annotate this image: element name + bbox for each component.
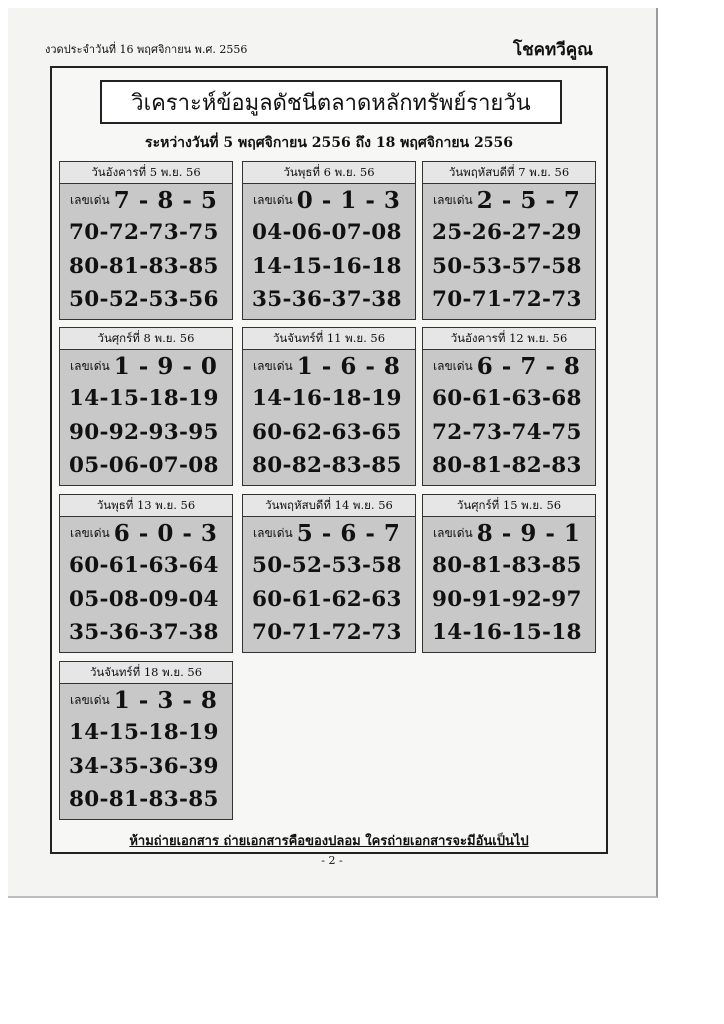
number-set: 70-71-72-73: [432, 287, 582, 312]
number-set: 72-73-74-75: [432, 419, 582, 445]
hot-number-row: [423, 184, 595, 216]
hot-number-value: 8 - 9 - 1: [476, 519, 581, 547]
day-card: [242, 494, 416, 653]
number-set: 14-16-15-18: [432, 620, 582, 645]
card-day-label: วันจันทร์ที่ 11 พ.ย. 56: [243, 328, 415, 350]
number-set: 80-81-82-83: [432, 453, 582, 478]
number-set: 35-36-37-38: [252, 287, 402, 312]
number-set: 14-15-18-19: [69, 720, 219, 745]
number-set: 14-15-16-18: [252, 253, 402, 279]
hot-number-label: เลขเด่น: [253, 192, 293, 207]
number-set: 05-08-09-04: [69, 586, 219, 612]
day-card: [242, 327, 416, 486]
hot-number-row: [243, 517, 415, 549]
day-card: [59, 327, 233, 486]
number-set: 35-36-37-38: [69, 620, 219, 645]
day-card: [422, 161, 596, 320]
hot-number-label: เลขเด่น: [433, 525, 473, 540]
copy-warning: ห้ามถ่ายเอกสาร ถ่ายเอกสารคือของปลอม ใครถ่ายเอกสารจะมีอันเป็นไป: [129, 834, 529, 849]
hot-number-row: [60, 517, 232, 549]
number-set: 80-82-83-85: [252, 453, 402, 478]
hot-number-value: 1 - 9 - 0: [113, 352, 218, 380]
hot-number-value: 7 - 8 - 5: [113, 186, 218, 214]
number-set: 14-16-18-19: [252, 386, 402, 411]
brand-name: โชคทวีคูณ: [513, 40, 593, 60]
day-card: [422, 327, 596, 486]
number-set: 60-61-62-63: [252, 586, 402, 612]
issue-date: งวดประจำวันที่ 16 พฤศจิกายน พ.ศ. 2556: [45, 43, 248, 56]
hot-number-value: 0 - 1 - 3: [296, 186, 401, 214]
number-set: 60-62-63-65: [252, 419, 402, 445]
hot-number-row: [60, 684, 232, 716]
hot-number-label: เลขเด่น: [70, 525, 110, 540]
hot-number-label: เลขเด่น: [253, 525, 293, 540]
card-day-label: วันพุธที่ 13 พ.ย. 56: [60, 495, 232, 517]
card-day-label: วันศุกร์ที่ 15 พ.ย. 56: [423, 495, 595, 517]
number-set: 80-81-83-85: [432, 553, 582, 578]
card-day-label: วันจันทร์ที่ 18 พ.ย. 56: [60, 662, 232, 684]
day-card: [242, 161, 416, 320]
card-day-label: วันศุกร์ที่ 8 พ.ย. 56: [60, 328, 232, 350]
day-card: [59, 494, 233, 653]
card-day-label: วันอังคารที่ 5 พ.ย. 56: [60, 162, 232, 184]
number-set: 50-52-53-56: [69, 287, 219, 312]
number-set: 80-81-83-85: [69, 787, 219, 812]
card-day-label: วันพุธที่ 6 พ.ย. 56: [243, 162, 415, 184]
page-number: - 2 -: [321, 854, 343, 867]
hot-number-value: 2 - 5 - 7: [476, 186, 581, 214]
number-set: 05-06-07-08: [69, 453, 219, 478]
hot-number-row: [243, 350, 415, 382]
day-card: [422, 494, 596, 653]
number-set: 25-26-27-29: [432, 220, 582, 245]
hot-number-label: เลขเด่น: [253, 358, 293, 373]
number-set: 50-53-57-58: [432, 253, 582, 279]
page-title: วิเคราะห์ข้อมูลดัชนีตลาดหลักทรัพย์รายวัน: [100, 80, 562, 124]
number-set: 70-72-73-75: [69, 220, 219, 245]
number-set: 50-52-53-58: [252, 553, 402, 578]
document-page: [8, 8, 658, 898]
hot-number-value: 1 - 6 - 8: [296, 352, 401, 380]
hot-number-row: [423, 517, 595, 549]
hot-number-value: 1 - 3 - 8: [113, 686, 218, 714]
hot-number-value: 5 - 6 - 7: [296, 519, 401, 547]
card-day-label: วันพฤหัสบดีที่ 7 พ.ย. 56: [423, 162, 595, 184]
day-card: [59, 161, 233, 320]
day-card: [59, 661, 233, 820]
card-day-label: วันอังคารที่ 12 พ.ย. 56: [423, 328, 595, 350]
hot-number-label: เลขเด่น: [433, 358, 473, 373]
hot-number-row: [60, 184, 232, 216]
number-set: 80-81-83-85: [69, 253, 219, 279]
content-frame: [50, 66, 608, 854]
hot-number-value: 6 - 7 - 8: [476, 352, 581, 380]
hot-number-row: [423, 350, 595, 382]
number-set: 14-15-18-19: [69, 386, 219, 411]
date-range: ระหว่างวันที่ 5 พฤศจิกายน 2556 ถึง 18 พฤศจิกายน 2556: [145, 135, 513, 151]
hot-number-row: [60, 350, 232, 382]
hot-number-value: 6 - 0 - 3: [113, 519, 218, 547]
card-day-label: วันพฤหัสบดีที่ 14 พ.ย. 56: [243, 495, 415, 517]
number-set: 90-92-93-95: [69, 419, 219, 445]
number-set: 04-06-07-08: [252, 220, 402, 245]
number-set: 60-61-63-68: [432, 386, 582, 411]
hot-number-row: [243, 184, 415, 216]
number-set: 70-71-72-73: [252, 620, 402, 645]
hot-number-label: เลขเด่น: [70, 692, 110, 707]
number-set: 34-35-36-39: [69, 753, 219, 779]
hot-number-label: เลขเด่น: [70, 358, 110, 373]
number-set: 60-61-63-64: [69, 553, 219, 578]
number-set: 90-91-92-97: [432, 586, 582, 612]
hot-number-label: เลขเด่น: [70, 192, 110, 207]
hot-number-label: เลขเด่น: [433, 192, 473, 207]
